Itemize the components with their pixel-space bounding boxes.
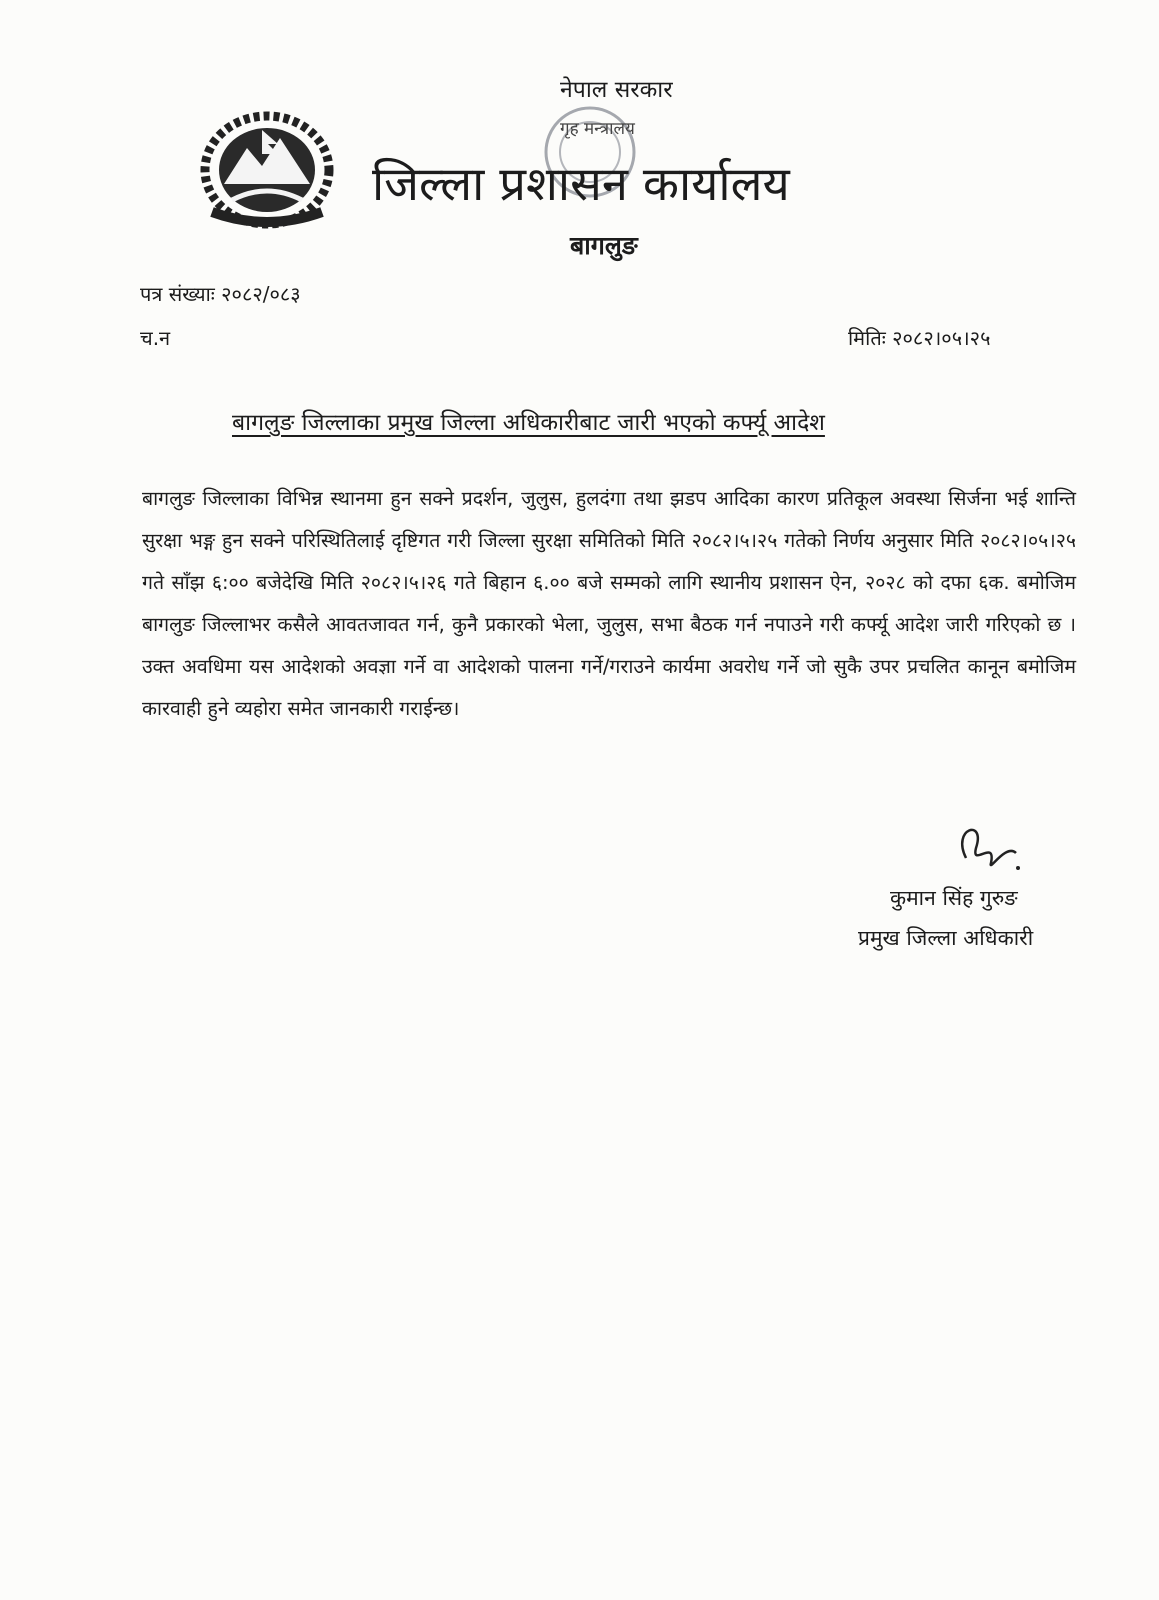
signatory-title: प्रमुख जिल्ला अधिकारी [858,926,1034,950]
nepal-emblem-icon [192,104,342,232]
dispatch-number: च.न [140,326,171,350]
signature-icon [946,818,1026,878]
body-paragraph: बागलुङ जिल्लाका विभिन्न स्थानमा हुन सक्ने प्रदर्शन, जुलुस, हुलदंगा तथा झडप आदिका कारण प्रतिकूल अवस्था सिर्जना भई शान्ति सुरक्षा भङ्ग हुन सक्ने परिस्थितिलाई दृष्टिगत गरी जिल्ला सुरक्षा समितिको मिति २०८२।५।२५ गतेको निर्णय अनुसार मिति २०८२।०५।२५ गते साँझ ६:०० बजेदेखि मिति २०८२।५।२६ गते बिहान ६.०० बजे सम्मको लागि स्थानीय प्रशासन ऐन, २०२८ को दफा ६क. बमोजिम बागलुङ जिल्लाभर कसैले आवतजावत गर्न, कुनै प्रकारको भेला, जुलुस, सभा बैठक गर्न नपाउने गरी कर्फ्यू आदेश जारी गरिएको छ । उक्त अवधिमा यस आदेशको अवज्ञा गर्ने वा आदेशको पालना गर्ने/गराउने कार्यमा अवरोध गर्ने जो सुकै उपर प्रचलित कानून बमोजिम कारवाही हुने व्यहोरा समेत जानकारी गराईन्छ। [142,487,1076,720]
letter-number: पत्र संख्याः २०८२/०८३ [140,282,301,306]
ministry-name: गृह मन्त्रालय [560,119,635,139]
subject-line: बागलुङ जिल्लाका प्रमुख जिल्ला अधिकारीबाट जारी भएको कर्फ्यू आदेश [232,410,825,436]
letter-date: मितिः २०८२।०५।२५ [848,326,991,350]
office-title: जिल्ला प्रशासन कार्यालय [372,157,790,212]
signatory-name: कुमान सिंह गुरुङ [890,886,1018,910]
government-name: नेपाल सरकार [560,77,673,103]
district-name: बागलुङ [570,231,638,260]
